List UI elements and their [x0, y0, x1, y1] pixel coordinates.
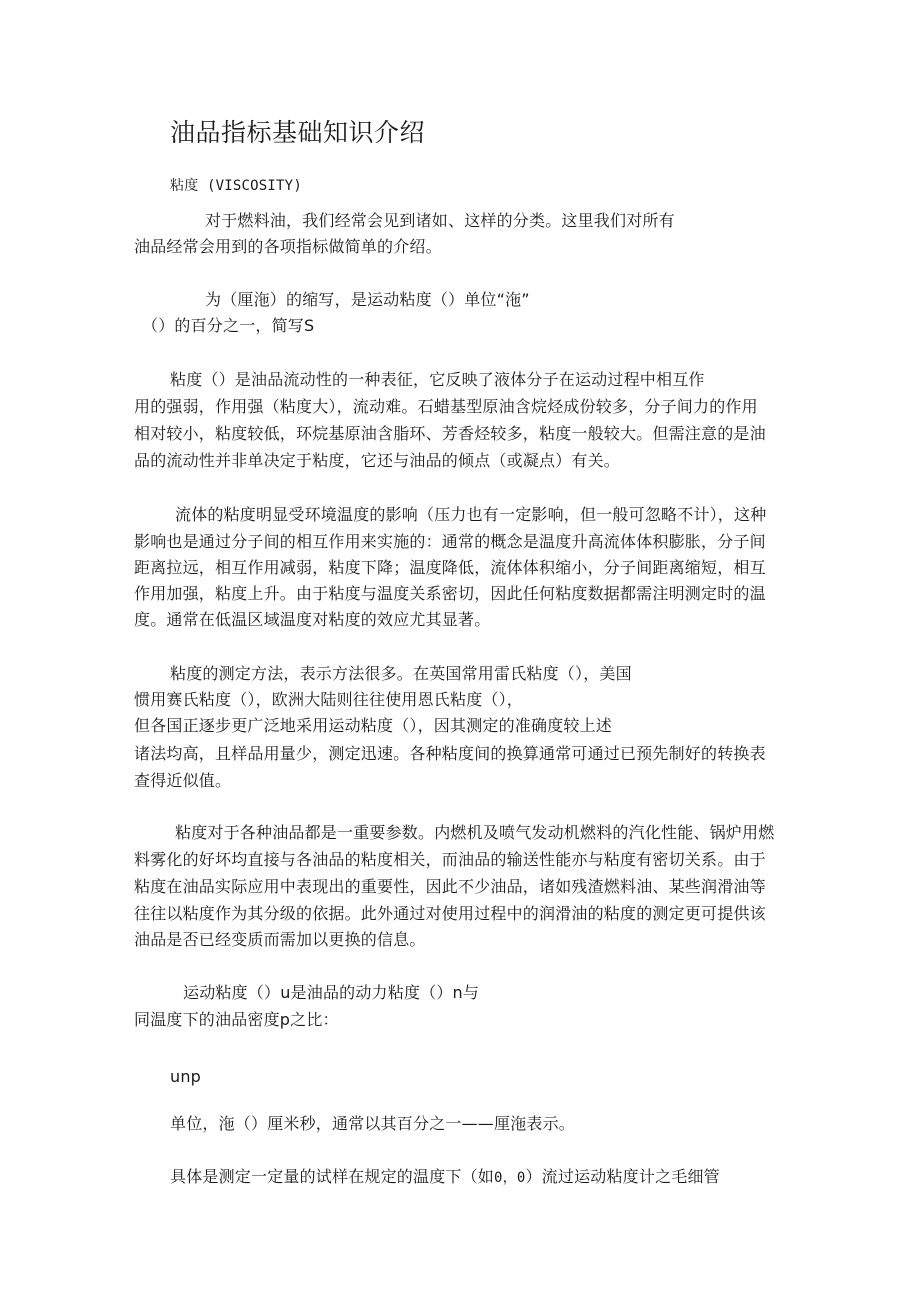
- unit-line: 单位，沲（）厘米秒，通常以其百分之一——厘沲表示。: [170, 1114, 576, 1133]
- last-line-part-b: ）流过运动粘度计之毛细管: [525, 1167, 720, 1186]
- section-heading: 粘度 (VISCOSITY): [170, 178, 302, 194]
- paragraph-line: 相对较小，粘度较低，环烷基原油含脂环、芳香烃较多，粘度一般较大。但需注意的是油: [134, 424, 766, 443]
- paragraph-line: 诸法均高，且样品用量少，测定迅速。各种粘度间的换算通常可通过已预先制好的转换表: [134, 744, 766, 763]
- paragraph-line: 运动粘度（）u是油品的动力粘度（）n与: [183, 983, 480, 1002]
- unit-note-line: （）的百分之一，简写S: [142, 316, 315, 335]
- last-line: [170, 1167, 720, 1188]
- paragraph-line: 用的强弱，作用强（粘度大），流动难。石蜡基型原油含烷烃成份较多，分子间力的作用: [134, 397, 758, 416]
- last-line-part-a: 具体是测定一定量的试样在规定的温度下（如: [170, 1167, 495, 1186]
- paragraph-line: 流体的粘度明显受环境温度的影响（压力也有一定影响，但一般可忽略不计），这种: [175, 505, 767, 524]
- last-line-temperature: 0，0: [494, 1170, 526, 1186]
- paragraph-line: 同温度下的油品密度p之比：: [134, 1010, 339, 1029]
- paragraph-line: 往往以粘度作为其分级的依据。此外通过对使用过程中的润滑油的粘度的测定更可提供该: [134, 904, 766, 923]
- unit-note-line: 为（厘沲）的缩写，是运动粘度（）单位“沲”: [205, 290, 530, 309]
- formula: unp: [170, 1067, 202, 1086]
- paragraph-line: 油品是否已经变质而需加以更换的信息。: [134, 930, 426, 949]
- paragraph-line: 查得近似值。: [134, 771, 232, 790]
- paragraph-line: 距离拉远，相互作用减弱，粘度下降；温度降低，流体体积缩小，分子间距离缩短，相互: [134, 558, 766, 577]
- paragraph-line: 粘度在油品实际应用中表现出的重要性，因此不少油品，诸如残渣燃料油、某些润滑油等: [134, 877, 766, 896]
- paragraph-line: 品的流动性并非单决定于粘度，它还与油品的倾点（或凝点）有关。: [134, 451, 621, 470]
- paragraph-line: 粘度的测定方法，表示方法很多。在英国常用雷氏粘度（），美国: [170, 664, 632, 683]
- paragraph-line: 影响也是通过分子间的相互作用来实施的：通常的概念是温度升高流体体积膨胀，分子间: [134, 532, 766, 551]
- paragraph-line: 但各国正逐步更广泛地采用运动粘度（），因其测定的准确度较上述: [134, 716, 613, 735]
- paragraph-line: 料雾化的好坏均直接与各油品的粘度相关，而油品的输送性能亦与粘度有密切关系。由于: [134, 850, 766, 869]
- intro-line: 对于燃料油，我们经常会见到诸如、这样的分类。这里我们对所有: [205, 211, 675, 230]
- page-title: 油品指标基础知识介绍: [170, 118, 426, 147]
- paragraph-line: 度。通常在低温区域温度对粘度的效应尤其显著。: [134, 610, 491, 629]
- paragraph-line: 粘度对于各种油品都是一重要参数。内燃机及喷气发动机燃料的汽化性能、锅炉用燃: [175, 823, 775, 842]
- paragraph-line: 粘度（）是油品流动性的一种表征，它反映了液体分子在运动过程中相互作: [170, 370, 705, 389]
- paragraph-line: 作用加强，粘度上升。由于粘度与温度关系密切，因此任何粘度数据都需注明测定时的温: [134, 584, 766, 603]
- intro-line: 油品经常会用到的各项指标做简单的介绍。: [134, 237, 442, 256]
- paragraph-line: 惯用赛氏粘度（），欧洲大陆则往往使用恩氏粘度（），: [134, 690, 524, 709]
